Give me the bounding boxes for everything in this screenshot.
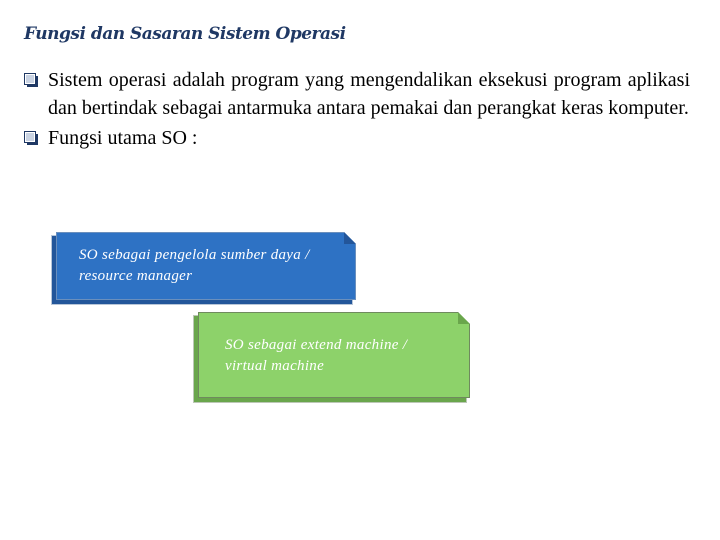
folded-corner-icon — [458, 312, 470, 324]
checkbox-bullet-icon — [24, 131, 39, 146]
resource-manager-box — [56, 232, 356, 300]
box-line: SO sebagai pengelola sumber daya / — [79, 247, 310, 263]
box-line: SO sebagai extend machine / — [225, 337, 408, 353]
box-line: virtual machine — [225, 358, 325, 374]
bullet-text: Sistem operasi adalah program yang mengendalikan eksekusi program aplikasi dan bertindak sebagai antarmuka antara pemakai dan perangkat keras komputer. — [48, 69, 690, 119]
bullet-item-definition — [24, 66, 690, 122]
bullet-text: Fungsi utama SO : — [48, 127, 198, 149]
box-line: resource manager — [79, 268, 193, 284]
bullet-list — [24, 66, 690, 154]
virtual-machine-box — [198, 312, 470, 398]
slide-title: Fungsi dan Sasaran Sistem Operasi — [24, 24, 346, 44]
folded-corner-icon — [344, 232, 356, 244]
bullet-item-functions — [24, 124, 690, 152]
checkbox-bullet-icon — [24, 73, 39, 88]
